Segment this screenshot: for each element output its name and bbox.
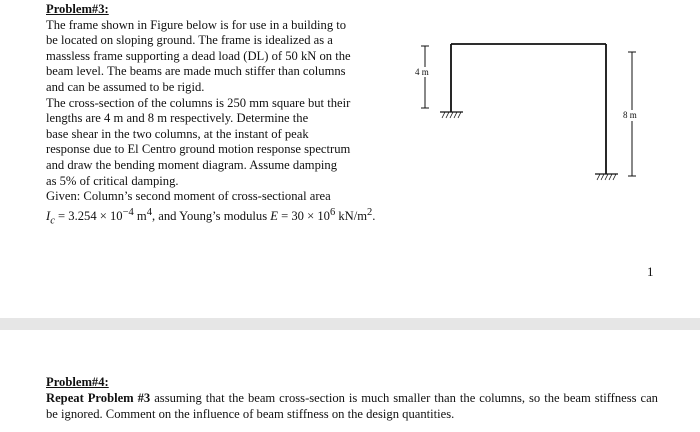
- problem-3-line: and can be assumed to be rigid.: [46, 79, 205, 94]
- e-value: = 30 × 10: [277, 208, 330, 223]
- short-column-label: 4 m: [415, 67, 429, 77]
- ic-value: = 3.254 × 10: [54, 208, 123, 223]
- short-column-dimension: [415, 46, 436, 108]
- problem-4-heading: Problem#4:: [46, 375, 109, 389]
- page-two: [0, 330, 700, 432]
- problem-3-line: The cross-section of the columns is 250 mm square but their: [46, 95, 351, 110]
- problem-4-text: [46, 374, 658, 422]
- problem-3-line: response due to El Centro ground motion response spectrum: [46, 142, 351, 157]
- ic-unit-exponent: 4: [146, 206, 152, 218]
- ic-unit: m: [133, 208, 147, 223]
- problem-4-body: assuming that the beam cross-section is much smaller than the columns, so the beam stiffness can be ignored. Comment on the influence of beam stiffness on the design quantities.: [46, 391, 658, 421]
- problem-3-line: as 5% of critical damping.: [46, 173, 179, 188]
- ic-symbol: I: [46, 208, 51, 223]
- problem-3-line: massless frame supporting a dead load (DL) of 50 kN on the: [46, 48, 351, 63]
- ic-exponent: −4: [122, 206, 134, 218]
- problem-3-line: and draw the bending moment diagram. Assume damping: [46, 157, 337, 172]
- formula-end: .: [372, 208, 376, 223]
- problem-3-line: base shear in the two columns, at the instant of peak: [46, 126, 309, 141]
- problem-3-line: Given: Column’s second moment of cross-sectional area: [46, 189, 331, 204]
- tall-column-label: 8 m: [623, 110, 637, 120]
- problem-3-text: [46, 2, 391, 229]
- tall-column-fixed-support: [595, 174, 618, 180]
- frame-structure: [451, 44, 606, 174]
- problem-3-line: be located on sloping ground. The frame is idealized as a: [46, 33, 333, 48]
- problem-3-line: lengths are 4 m and 8 m respectively. Determine the: [46, 111, 309, 126]
- e-unit-exponent: 2: [367, 206, 373, 218]
- page-number: 1: [647, 264, 654, 279]
- ic-subscript: c: [50, 215, 55, 227]
- given-formula-line: [46, 205, 391, 229]
- short-column-fixed-support: [440, 112, 463, 118]
- problem-3-line: The frame shown in Figure below is for use in a building to: [46, 17, 347, 32]
- e-exponent: 6: [329, 206, 336, 218]
- tall-column-dimension: [622, 52, 644, 176]
- problem-4-bold-intro: Repeat Problem #3: [46, 391, 151, 405]
- e-symbol: E: [270, 208, 278, 223]
- e-unit: kN/m: [335, 208, 368, 223]
- problem-3-line: beam level. The beams are made much stiffer than columns: [46, 64, 346, 79]
- frame-figure: [408, 30, 668, 200]
- e-connector: , and Young’s modulus: [151, 208, 271, 223]
- problem-3-heading: Problem#3:: [46, 2, 109, 16]
